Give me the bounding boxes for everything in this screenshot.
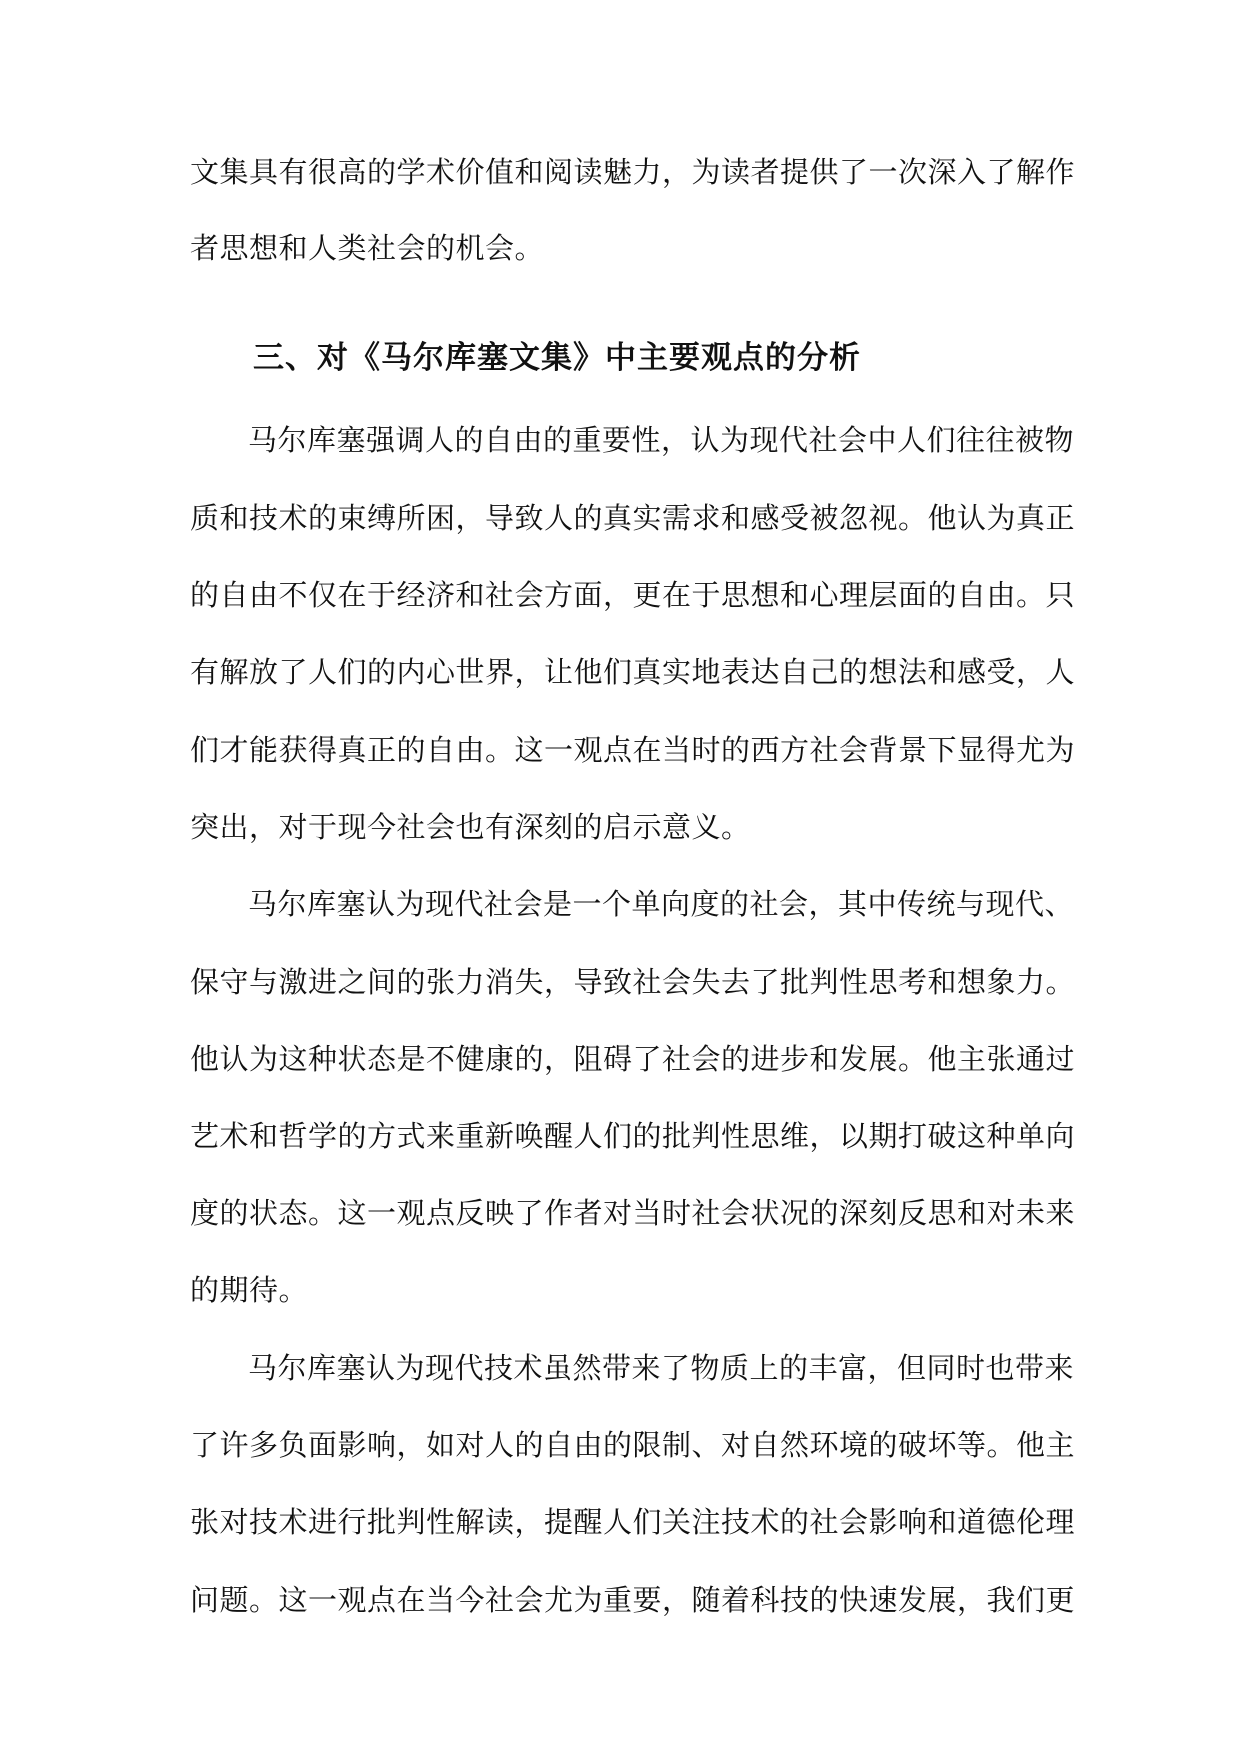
paragraph-line: 了许多负面影响，如对人的自由的限制、对自然环境的破坏等。他主 [190, 1428, 1076, 1462]
paragraph-line: 艺术和哲学的方式来重新唤醒人们的批判性思维，以期打破这种单向 [190, 1119, 1076, 1153]
paragraph-line: 问题。这一观点在当今社会尤为重要，随着科技的快速发展，我们更 [190, 1583, 1076, 1617]
section-heading: 三、对《马尔库塞文集》中主要观点的分析 [253, 340, 861, 376]
paragraph-line: 马尔库塞认为现代社会是一个单向度的社会，其中传统与现代、 [248, 887, 1075, 921]
paragraph-line: 的自由不仅在于经济和社会方面，更在于思想和心理层面的自由。只 [190, 578, 1076, 612]
paragraph-line: 张对技术进行批判性解读，提醒人们关注技术的社会影响和道德伦理 [190, 1505, 1076, 1539]
paragraph-line: 他认为这种状态是不健康的，阻碍了社会的进步和发展。他主张通过 [190, 1042, 1076, 1076]
paragraph-line: 有解放了人们的内心世界，让他们真实地表达自己的想法和感受，人 [190, 655, 1076, 689]
paragraph-line: 的期待。 [190, 1273, 309, 1307]
intro-line: 文集具有很高的学术价值和阅读魅力，为读者提供了一次深入了解作 [190, 155, 1076, 189]
paragraph-line: 质和技术的束缚所困，导致人的真实需求和感受被忽视。他认为真正 [190, 501, 1076, 535]
paragraph-line: 们才能获得真正的自由。这一观点在当时的西方社会背景下显得尤为 [190, 733, 1076, 767]
intro-line: 者思想和人类社会的机会。 [190, 231, 545, 265]
paragraph-line: 马尔库塞强调人的自由的重要性，认为现代社会中人们往往被物 [248, 423, 1075, 457]
paragraph-line: 度的状态。这一观点反映了作者对当时社会状况的深刻反思和对未来 [190, 1196, 1076, 1230]
paragraph-line: 马尔库塞认为现代技术虽然带来了物质上的丰富，但同时也带来 [248, 1351, 1075, 1385]
paragraph-line: 保守与激进之间的张力消失，导致社会失去了批判性思考和想象力。 [190, 965, 1076, 999]
paragraph-line: 突出，对于现今社会也有深刻的启示意义。 [190, 810, 751, 844]
